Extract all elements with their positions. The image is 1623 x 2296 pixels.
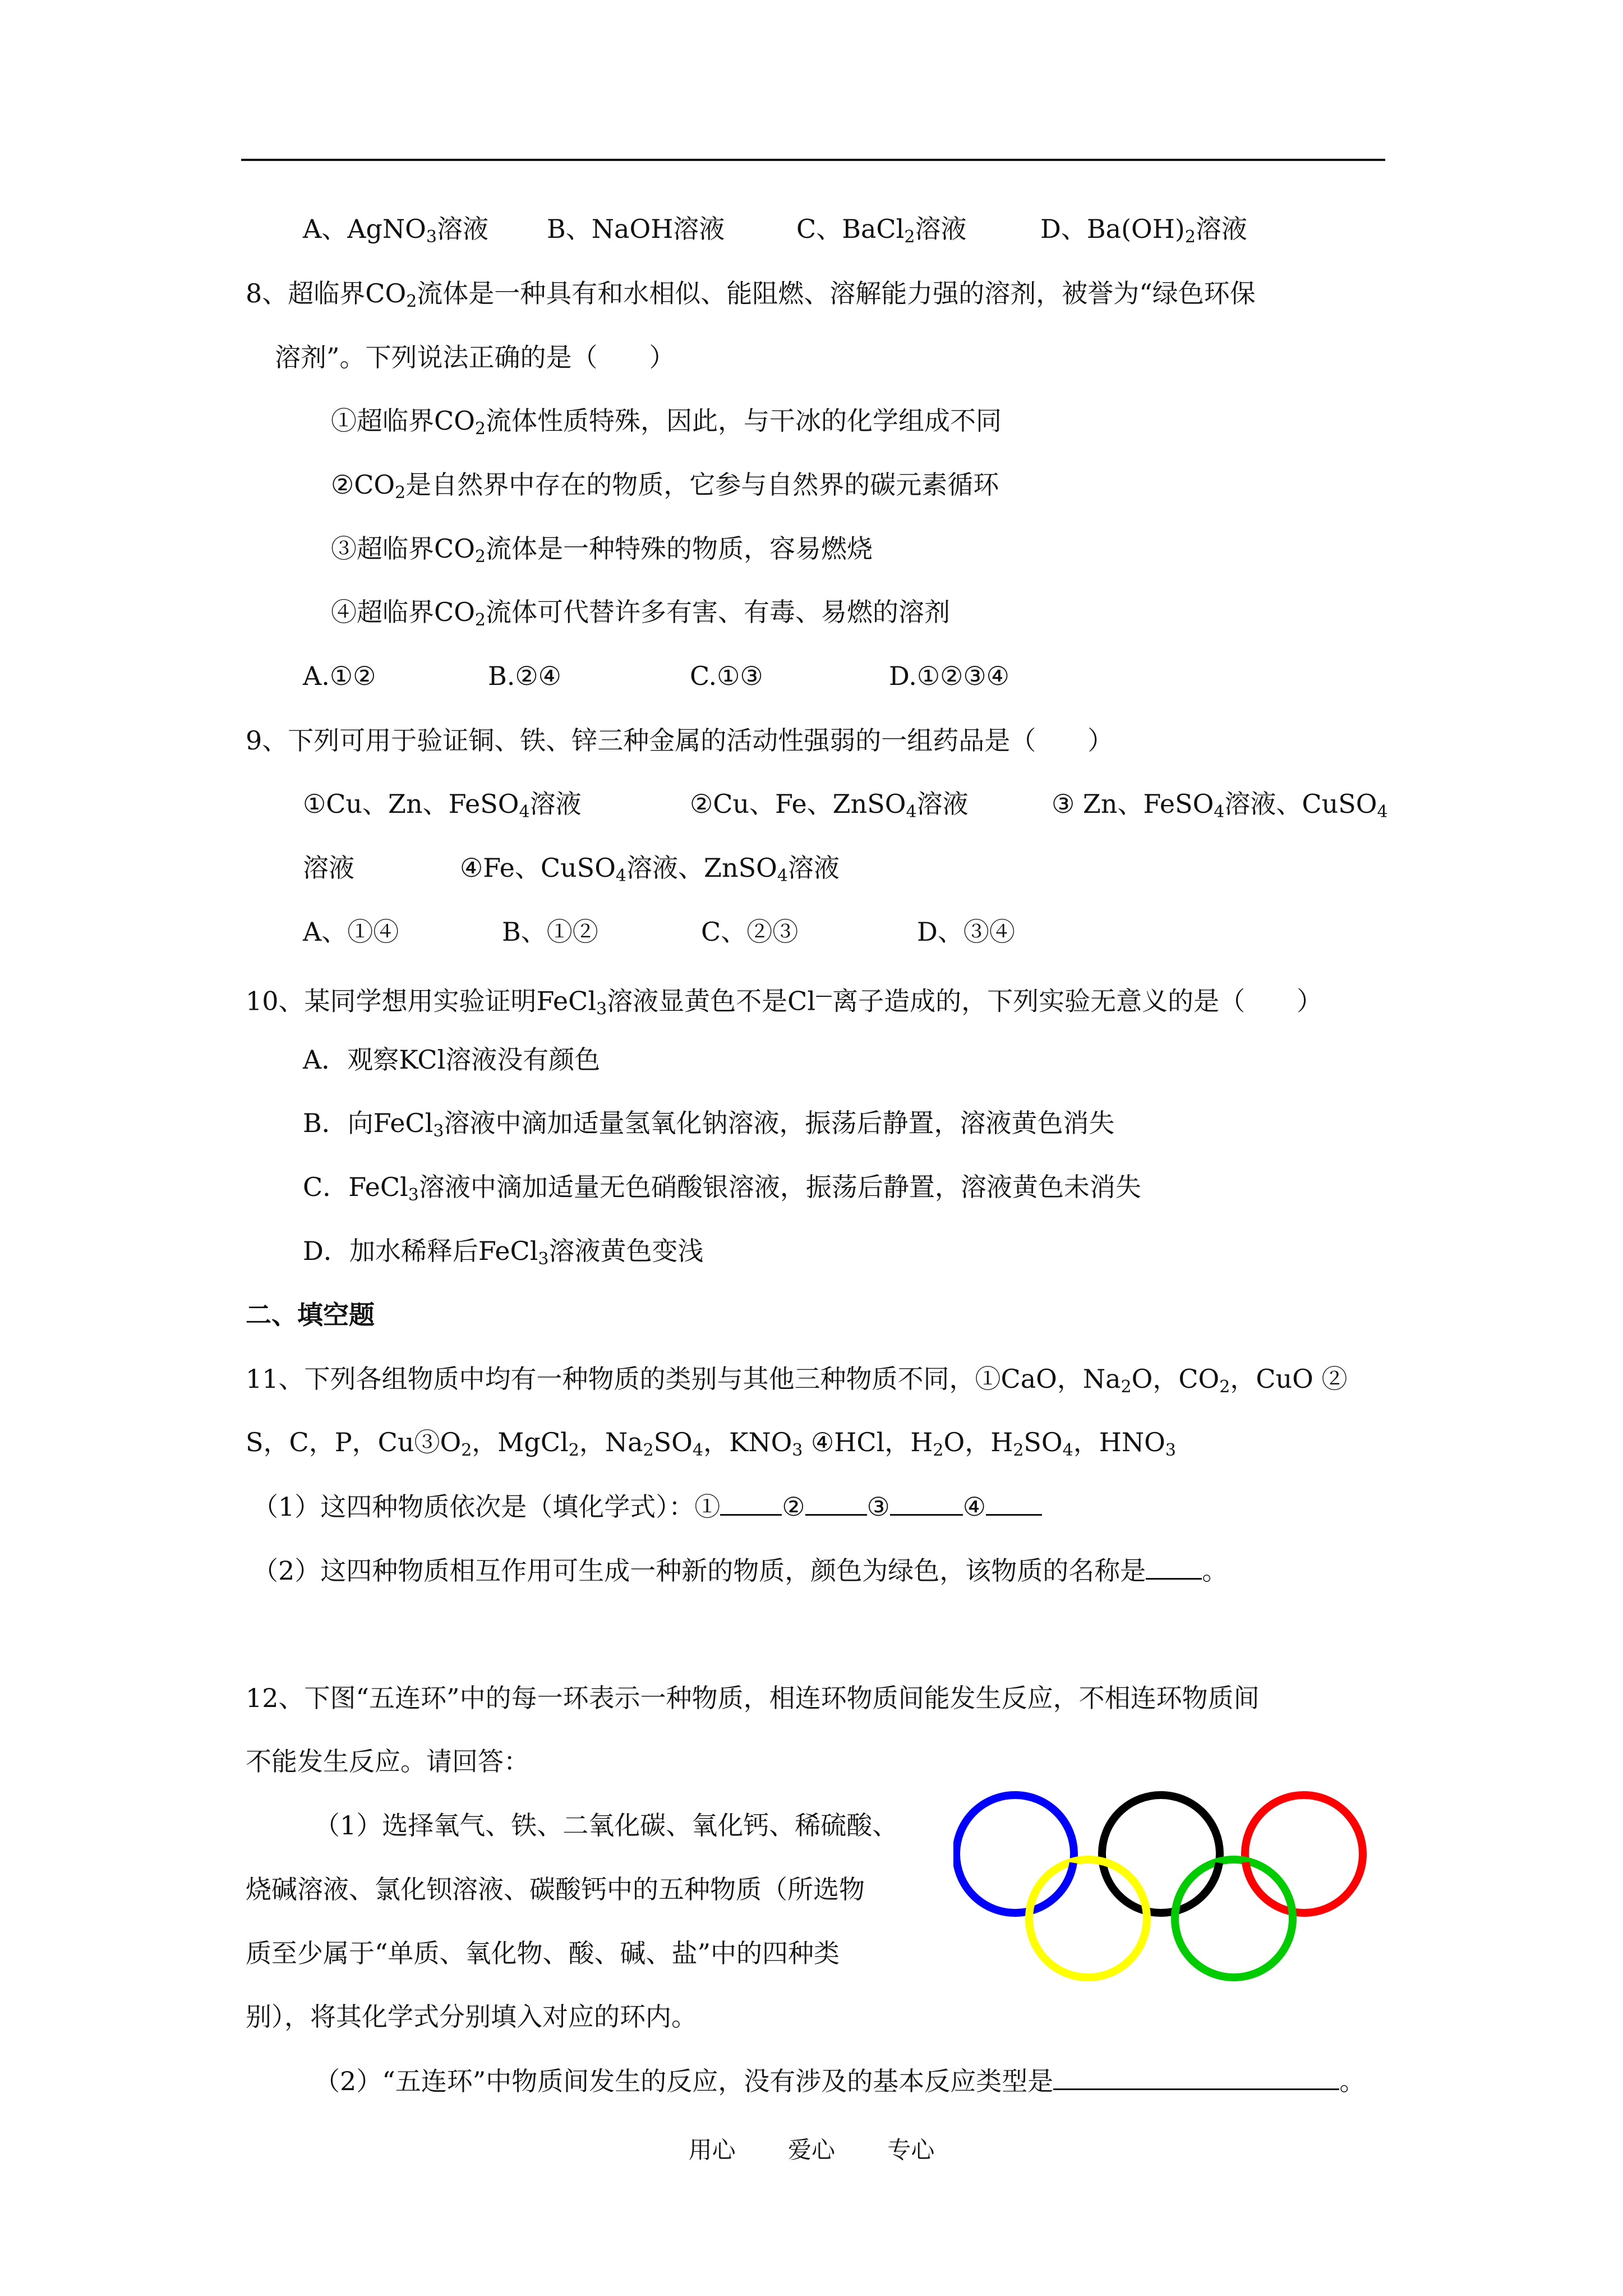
q9-option-d: D、③④ — [917, 917, 1015, 947]
q9-option-b: B、①② — [502, 917, 598, 947]
footer-word-1: 用心 — [688, 2136, 736, 2164]
answer-blank-4[interactable] — [986, 1489, 1042, 1516]
ring-blue — [956, 1795, 1074, 1913]
page-footer — [0, 2132, 1623, 2165]
q8-stem-line2: 溶剂”。下列说法正确的是（ ） — [275, 342, 675, 372]
q10-option-b: B．向FeCl$_3$溶液中滴加适量氢氧化钠溶液，振荡后静置，溶液黄色消失 — [303, 1108, 1115, 1141]
ring-red — [1245, 1795, 1363, 1913]
answer-blank-color[interactable] — [1146, 1553, 1202, 1580]
q9-group-4: ④Fe、CuSO$_4$溶液、ZnSO$_4$溶液 — [460, 853, 840, 886]
q9-group-3-cont: 溶液 — [303, 853, 354, 883]
q10-option-d: D．加水稀释后FeCl$_3$溶液黄色变浅 — [303, 1236, 704, 1269]
q12-part2: （2）“五连环”中物质间发生的反应，没有涉及的基本反应类型是 。 — [314, 2064, 1365, 2098]
q10-stem: 10、某同学想用实验证明FeCl$_3$溶液显黄色不是Cl—离子造成的，下列实验无意义的是（ ） — [246, 986, 1323, 1019]
footer-word-2: 爱心 — [787, 2136, 835, 2164]
q10-option-a: A．观察KCl溶液没有颜色 — [303, 1045, 601, 1075]
q8-statement-3: ③超临界$CO_2$流体是一种特殊的物质，容易燃烧 — [331, 533, 873, 567]
q12-part1-line2: 烧碱溶液、氯化钡溶液、碳酸钙中的五种物质（所选物 — [246, 1874, 865, 1904]
q12-stem-line1: 12、下图“五连环”中的每一环表示一种物质，相连环物质间能发生反应，不相连环物质间 — [246, 1683, 1260, 1713]
q12-part1-line1: （1）选择氧气、铁、二氧化碳、氧化钙、稀硫酸、 — [314, 1810, 898, 1841]
footer-word-3: 专心 — [887, 2136, 935, 2164]
q9-stem: 9、下列可用于验证铜、铁、锌三种金属的活动性强弱的一组药品是（ ） — [246, 725, 1114, 756]
answer-blank-1[interactable] — [720, 1489, 782, 1516]
q11-stem-line1: 11、下列各组物质中均有一种物质的类别与其他三种物质不同，①CaO，$Na_2O$，$CO_2$，CuO ② — [246, 1364, 1348, 1397]
q12-stem-line2: 不能发生反应。请回答： — [246, 1746, 529, 1777]
q11-part1: （1）这四种物质依次是（填化学式）：① ② ③ ④ — [252, 1489, 1042, 1524]
q12-part1-line3: 质至少属于“单质、氧化物、酸、碱、盐”中的四种类 — [246, 1938, 840, 1968]
q11-stem-line2: S，C，P，$Cu③O_2$，MgCl$_2$，$Na_2SO_4$，$KNO_3$ ④HCl，$H_2O$，$H_2SO_4$，$HNO_3$ — [246, 1427, 1176, 1460]
q8-option-d: D.①②③④ — [889, 661, 1009, 691]
q10-option-c: C．FeCl$_3$溶液中滴加适量无色硝酸银溶液，振荡后静置，溶液黄色未消失 — [303, 1172, 1141, 1205]
q7-option-c: C、BaCl$_2$溶液 — [796, 214, 967, 247]
answer-blank-3[interactable] — [890, 1489, 963, 1516]
q8-statement-2: $②CO_2$是自然界中存在的物质，它参与自然界的碳元素循环 — [331, 470, 999, 503]
q11-part2: （2）这四种物质相互作用可生成一种新的物质，颜色为绿色，该物质的名称是 。 — [252, 1553, 1228, 1588]
five-rings-diagram — [953, 1778, 1380, 2047]
section-title: 二、填空题 — [246, 1300, 375, 1330]
answer-blank-2[interactable] — [805, 1489, 867, 1516]
q8-option-a: A.①② — [303, 661, 376, 691]
q8-stem-line1: 8、超临界$CO_2$流体是一种具有和水相似、能阻燃、溶解能力强的溶剂，被誉为“绿色环保 — [246, 278, 1256, 311]
q7-option-d: D、$Ba(OH)_2$溶液 — [1040, 214, 1247, 247]
q9-option-a: A、①④ — [303, 917, 399, 947]
q9-group-2: ②Cu、Fe、ZnSO$_4$溶液 — [690, 789, 969, 822]
ring-yellow — [1029, 1860, 1147, 1977]
q9-group-1: ①Cu、Zn、FeSO$_4$溶液 — [303, 789, 582, 822]
header-rule — [241, 159, 1385, 161]
q8-option-c: C.①③ — [690, 661, 763, 691]
ring-green — [1175, 1860, 1293, 1977]
answer-blank-reaction-type[interactable] — [1053, 2064, 1339, 2090]
ring-black — [1102, 1795, 1220, 1913]
q8-statement-4: ④超临界$CO_2$流体可代替许多有害、有毒、易燃的溶剂 — [331, 597, 951, 630]
q8-statement-1: ①超临界$CO_2$流体性质特殊，因此，与干冰的化学组成不同 — [331, 406, 1002, 439]
q8-option-b: B.②④ — [488, 661, 561, 691]
q9-group-3: ③ Zn、FeSO$_4$溶液、CuSO$_4$ — [1052, 789, 1388, 822]
q7-option-b: B、NaOH溶液 — [547, 214, 725, 244]
q7-option-a: A、AgNO$_3$溶液 — [303, 214, 488, 247]
q12-part1-line4: 别），将其化学式分别填入对应的环内。 — [246, 2001, 697, 2032]
q9-option-c: C、②③ — [701, 917, 799, 947]
